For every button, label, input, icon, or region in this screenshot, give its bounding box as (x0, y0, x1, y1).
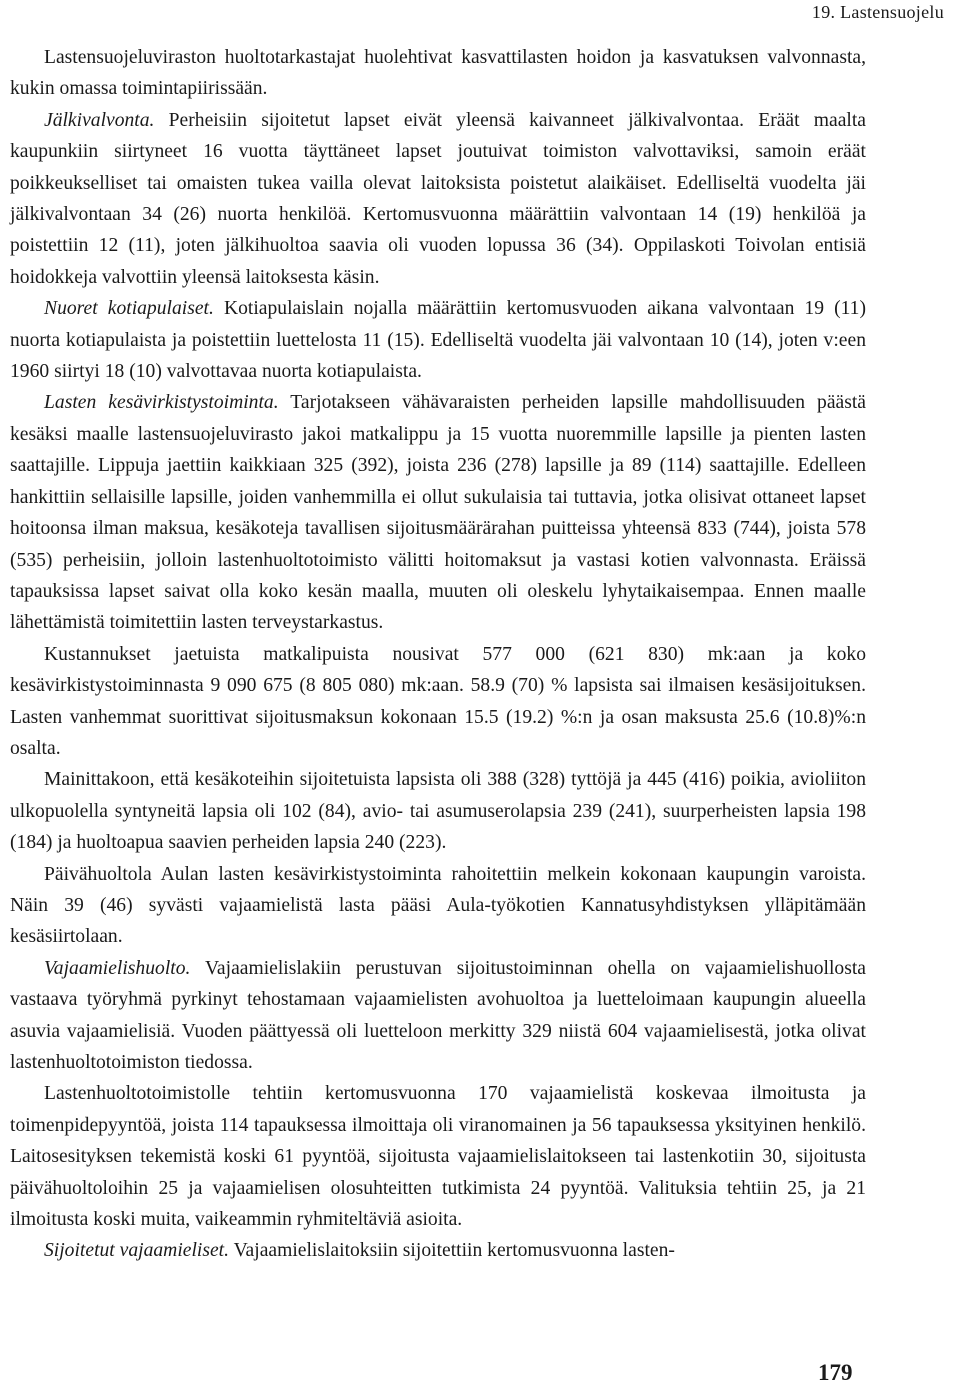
section-lead-kesavirkistystoiminta: Lasten kesävirkistystoiminta. (44, 392, 279, 414)
paragraph-text: Perheisiin sijoitetut lapset eivät yleensä kaivanneet jälkivalvontaa. Eräät maalta kaupunkiin siirtyneet 16 vuotta täyttäneet lapset joutuivat toimiston valvottaviksi, samoin eräät poikkeukselliset tai omaisten tukea vailla olevat laitoksista poistetut alaikäiset. Edelliseltä vuodelta jäi jälkivalvontaan 34 (26) nuorta henkilöä. Kertomusvuonna määrättiin valvontaan 14 (19) henkilöä ja poistettiin 12 (11), joten jälkihuoltoa saavia oli vuoden lopussa 36 (34). Oppilaskoti Toivolan entisiä hoidokkeja valvottiin yleensä laitoksesta käsin. (10, 109, 866, 288)
paragraph-text: Lastenhuoltotoimistolle tehtiin kertomusvuonna 170 vajaamielistä koskevaa ilmoitusta ja toimenpidepyyntöä, joista 114 tapauksessa ilmoittaja oli viranomainen ja 56 tapauksessa yksityinen henkilö. Laitosesityksen tekemistä koski 61 pyyntöä, sijoitusta vajaamielislaitokseen tai lastenkotiin 30, sijoitusta päivähuoltoloihin 25 ja vajaamielisen olosuhteitten tutkimista 24 pyyntöä. Valituksia tehtiin 25, ja 21 ilmoitusta koski muita, vaikeammin ryhmiteltäviä asioita. (10, 1083, 866, 1231)
paragraph (10, 639, 866, 765)
section-lead-vajaamielishuolto: Vajaamielishuolto. (44, 957, 191, 979)
paragraph-text: Kotiapulaislain nojalla määrättiin kertomusvuoden aikana valvontaan 19 (11) nuorta kotiapulaista ja poistettiin luettelosta 11 (15). Edelliseltä vuodelta jäi valvontaan 10 (14), joten v:een 1960 siirtyi 18 (10) valvottavaa nuorta kotiapulaista. (10, 298, 866, 383)
paragraph (10, 105, 866, 293)
page-number: 179 (818, 1360, 853, 1385)
section-lead-sijoitetut-vajaamieliset: Sijoitetut vajaamieliset. (44, 1240, 230, 1262)
paragraph-text: Tarjotakseen vähävaraisten perheiden lapsille mahdollisuuden päästä kesäksi maalle lastensuojeluvirasto jakoi matkalippu ja 15 vuotta nuoremmille lapsille ja pienten lasten saattajille. Lippuja jaettiin kaikkiaan 325 (392), joista 236 (278) lapsille ja 89 (114) saattajille. Edelleen hankittiin sellaisille lapsille, joiden vanhemmilla ei ollut sukulaisia tai tuttavia, jotka olisivat ottaneet lapset hoitoonsa ilman maksua, kesäkoteja tavallisen sijoitusmäärärahan puitteissa yhteensä 833 (744), joista 578 (535) perheisiin, jolloin lastenhuoltotoimisto välitti hoitomaksut ja vastasi kotien valvonnasta. Eräissä tapauksissa lapset saivat olla koko kesän maalla, muuten oli oleskelu lyhytaikaisempaa. Ennen maalle lähettämistä toimitettiin lasten terveystarkastus. (10, 392, 866, 634)
paragraph-text: Kustannukset jaetuista matkalipuista nousivat 577 000 (621 830) mk:aan ja koko kesävirkistystoiminnasta 9 090 675 (8 805 080) mk:aan. 58.9 (70) % lapsista sai ilmaisen kesäsijoituksen. Lasten vanhemmat suorittivat sijoitusmaksun kokonaan 15.5 (19.2) %:n ja osan maksusta 25.6 (10.8)%:n osalta. (10, 643, 866, 759)
paragraph-text: Mainittakoon, että kesäkoteihin sijoitetuista lapsista oli 388 (328) tyttöjä ja 445 (416) poikia, avioliiton ulkopuolella syntyneitä lapsia oli 102 (84), avio- tai asumuserolapsia 239 (241), suurperheisten lapsia 198 (184) ja huoltoapua saavien perheiden lapsia 240 (223). (10, 769, 866, 854)
paragraph (10, 1078, 866, 1235)
paragraph-text: Vajaamielislakiin perustuvan sijoitustoiminnan ohella on vajaamielishuollosta vastaava työryhmä pyrkinyt tehostamaan vajaamielisten avohuoltoa ja luetteloimaan kaupungin alueella asuvia vajaamielisiä. Vuoden päättyessä oli luetteloon merkitty 329 niistä 604 vajaamielisestä, jotka olivat lastenhuoltotoimiston tiedossa. (10, 957, 866, 1073)
paragraph (10, 293, 866, 387)
paragraph (10, 764, 866, 858)
paragraph (10, 1235, 866, 1266)
paragraph (10, 42, 866, 105)
paragraph-text: Päivähuoltola Aulan lasten kesävirkistystoiminta rahoitettiin melkein kokonaan kaupungin varoista. Näin 39 (46) syvästi vajaamielistä lasta pääsi Aula-työkotien Kannatusyhdistyksen ylläpitämään kesäsiirtolaan. (10, 863, 866, 948)
body-text (10, 42, 866, 1267)
paragraph-text: Vajaamielislaitoksiin sijoitettiin kertomusvuonna lasten- (229, 1240, 675, 1262)
paragraph-text: Lastensuojeluviraston huoltotarkastajat huolehtivat kasvattilasten hoidon ja kasvatuksen valvonnasta, kukin omassa toimintapiirissään. (10, 47, 866, 100)
paragraph (10, 953, 866, 1079)
paragraph (10, 859, 866, 953)
section-lead-jalkivalvonta: Jälkivalvonta. (44, 109, 155, 131)
paragraph (10, 387, 866, 638)
section-lead-nuoret-kotiapulaiset: Nuoret kotiapulaiset. (44, 298, 214, 320)
running-header: 19. Lastensuojelu (811, 2, 944, 22)
